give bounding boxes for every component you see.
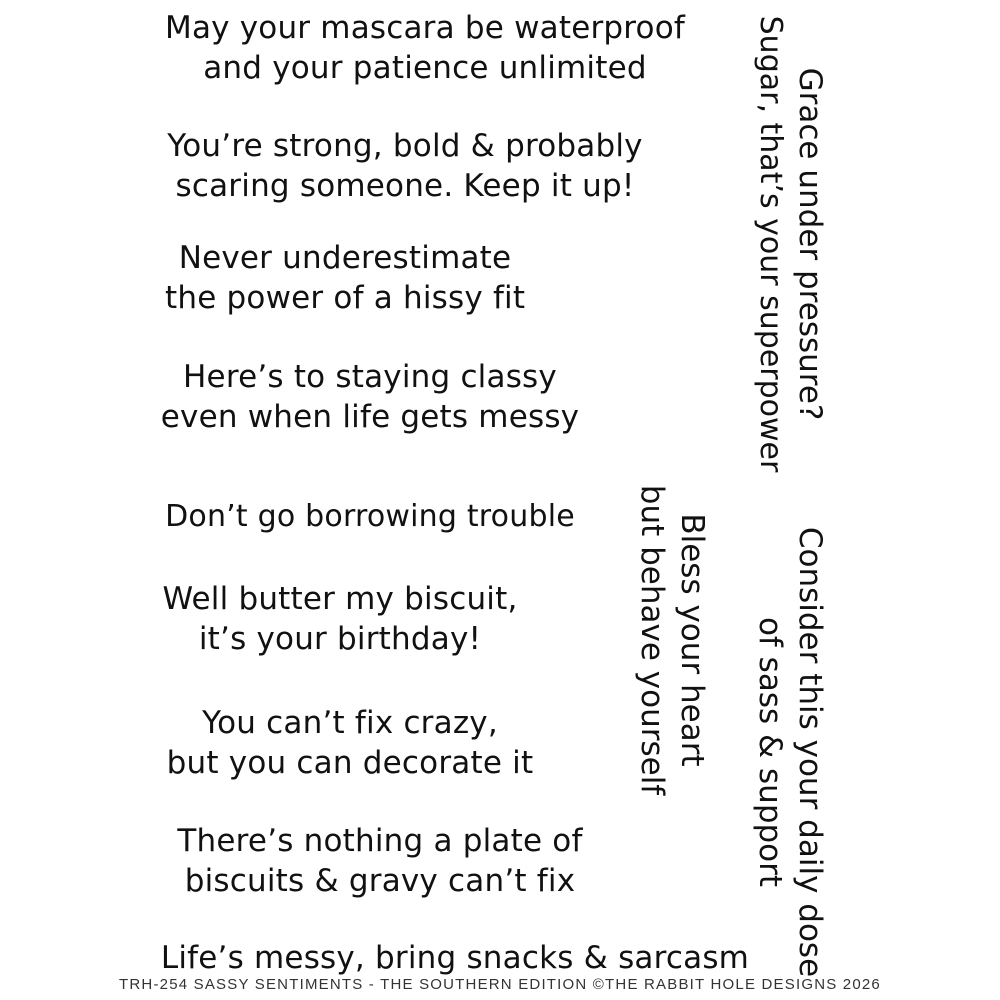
vertical-sentiment-daily-dose — [750, 522, 830, 982]
sentiment-line: Grace under pressure? — [792, 67, 828, 421]
sentiment-line: and your patience unlimited — [203, 50, 647, 86]
sentiment-mascara — [165, 8, 685, 88]
sentiment-line: May your mascara be waterproof — [165, 10, 685, 46]
sentiment-line: even when life gets messy — [160, 399, 580, 435]
sentiment-line: You can’t fix crazy, — [202, 705, 498, 741]
sentiment-line: scaring someone. Keep it up! — [175, 168, 635, 204]
sentiment-line: You’re strong, bold & probably — [167, 128, 643, 164]
sentiment-line: of sass & support — [752, 616, 788, 888]
sentiment-strong-bold — [165, 126, 645, 206]
sentiment-line: Well butter my biscuit, — [162, 581, 518, 617]
sentiment-line: Never underestimate — [178, 240, 512, 276]
sentiment-line: it’s your birthday! — [198, 621, 482, 657]
sentiment-fix-crazy — [160, 703, 540, 783]
sentiment-line: There’s nothing a plate of — [177, 823, 583, 859]
sentiment-line: Don’t go borrowing trouble — [165, 499, 575, 534]
sentiment-line: Life’s messy, bring snacks & sarcasm — [160, 940, 750, 976]
sentiment-line: Here’s to staying classy — [183, 359, 557, 395]
sentiment-line: the power of a hissy fit — [165, 280, 526, 316]
product-footer: TRH-254 SASSY SENTIMENTS - THE SOUTHERN EDITION ©THE RABBIT HOLE DESIGNS 2026 — [119, 976, 881, 993]
vertical-sentiment-superpower — [750, 14, 830, 474]
sentiment-staying-classy — [160, 357, 580, 437]
sentiment-line: Sugar, that’s your superpower — [753, 15, 788, 473]
sentiment-snacks-sarcasm — [160, 938, 750, 978]
sentiment-line: biscuits & gravy can’t fix — [184, 863, 576, 899]
sentiment-hissy-fit — [165, 238, 525, 318]
sentiment-biscuits-gravy — [170, 821, 590, 901]
sentiment-line: Bless your heart — [674, 513, 710, 767]
sentiment-butter-biscuit — [160, 579, 520, 659]
sentiment-line: but you can decorate it — [166, 745, 534, 781]
sentiment-line: but behave yourself — [634, 484, 670, 796]
sentiment-borrowing-trouble — [160, 497, 580, 537]
vertical-sentiment-bless-heart — [632, 480, 712, 800]
sentiment-line: Consider this your daily dose — [792, 526, 828, 978]
